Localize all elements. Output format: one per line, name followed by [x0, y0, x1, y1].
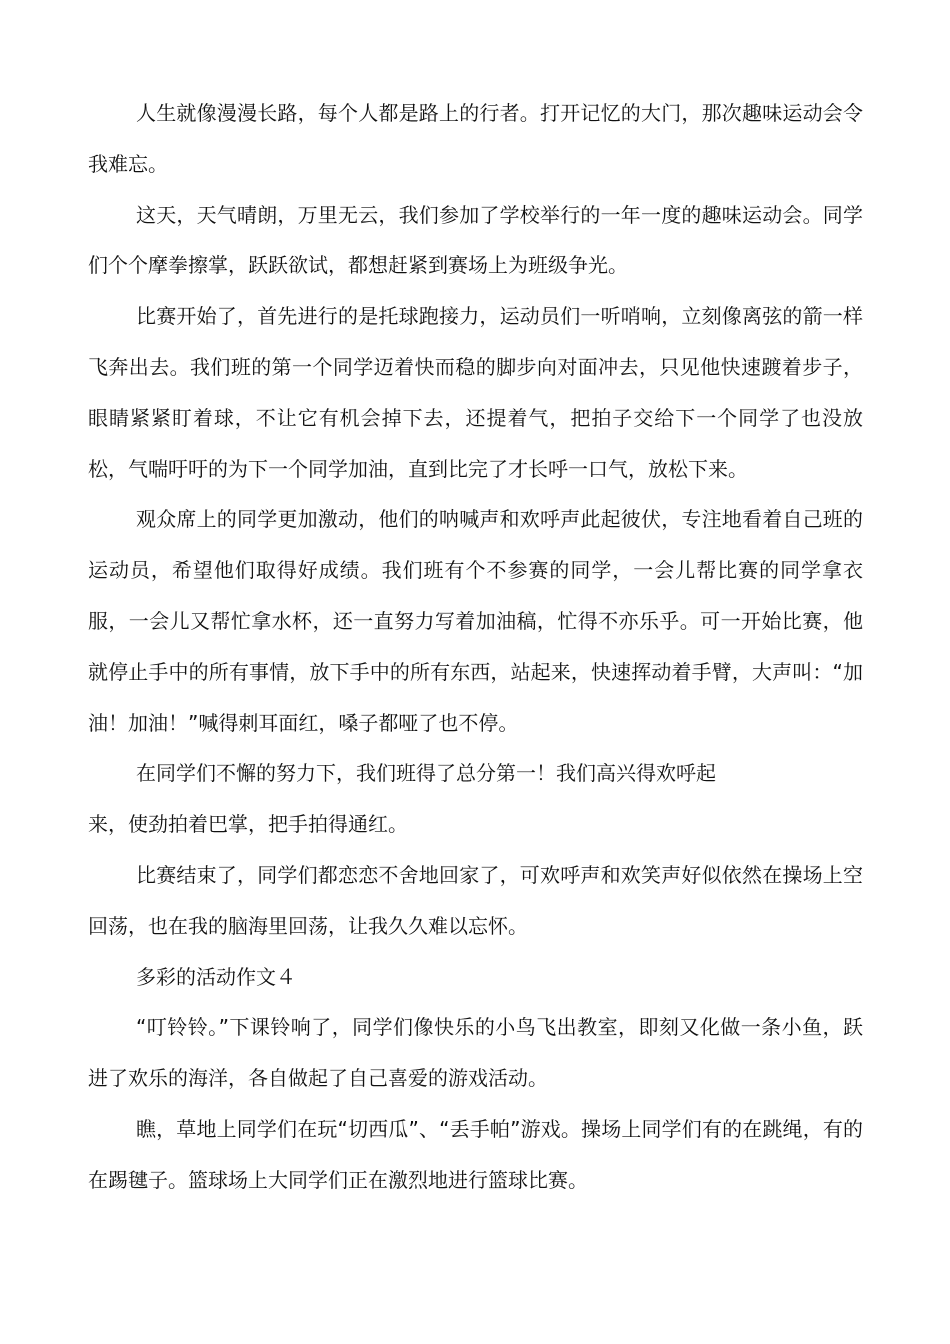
essay-title-4: 多彩的活动作文４ [136, 964, 296, 989]
paragraph-relay: 比赛开始了，首先进行的是托球跑接力，运动员们一听哨响，立刻像离弦的箭一样飞奔出去。我们班的第一个同学迈着快而稳的脚步向对面冲去，只见他快速踱着步子，眼睛紧紧盯着球，不让它有机会掉下去，还提着气，把拍子交给下一个同学了也没放松，气喘吁吁的为下一个同学加油，直到比完了才长呼一口气，放松下来。 [88, 304, 863, 481]
paragraph-victory-continued: 来，使劲拍着巴掌，把手拍得通红。 [88, 812, 408, 837]
paragraph-games: 瞧，草地上同学们在玩“切西瓜”、“丢手帕”游戏。操场上同学们有的在跳绳，有的在踢毽子。篮球场上大同学们正在激烈地进行篮球比赛。 [88, 1116, 863, 1192]
paragraph-ending: 比赛结束了，同学们都恋恋不舍地回家了，可欢呼声和欢笑声好似依然在操场上空回荡，也在我的脑海里回荡，让我久久难以忘怀。 [88, 862, 863, 938]
paragraph-bell: “叮铃铃。”下课铃响了，同学们像快乐的小鸟飞出教室，即刻又化做一条小鱼，跃进了欢乐的海洋，各自做起了自己喜爱的游戏活动。 [88, 1015, 863, 1091]
paragraph-intro: 人生就像漫漫长路，每个人都是路上的行者。打开记忆的大门，那次趣味运动会令我难忘。 [88, 101, 863, 176]
paragraph-audience: 观众席上的同学更加激动，他们的呐喊声和欢呼声此起彼伏，专注地看着自己班的运动员，希望他们取得好成绩。我们班有个不参赛的同学，一会儿帮比赛的同学拿衣服，一会儿又帮忙拿水杯，还一直努力写着加油稿，忙得不亦乐乎。可一开始比赛，他就停止手中的所有事情，放下手中的所有东西，站起来，快速挥动着手臂，大声叫：“加油！加油！”喊得刺耳面红，嗓子都哑了也不停。 [88, 507, 863, 735]
paragraph-weather: 这天，天气晴朗，万里无云，我们参加了学校举行的一年一度的趣味运动会。同学们个个摩拳擦掌，跃跃欲试，都想赶紧到赛场上为班级争光。 [88, 202, 863, 278]
paragraph-victory: 在同学们不懈的努力下，我们班得了总分第一！我们高兴得欢呼起 [136, 761, 716, 786]
essay-body [88, 88, 863, 1206]
